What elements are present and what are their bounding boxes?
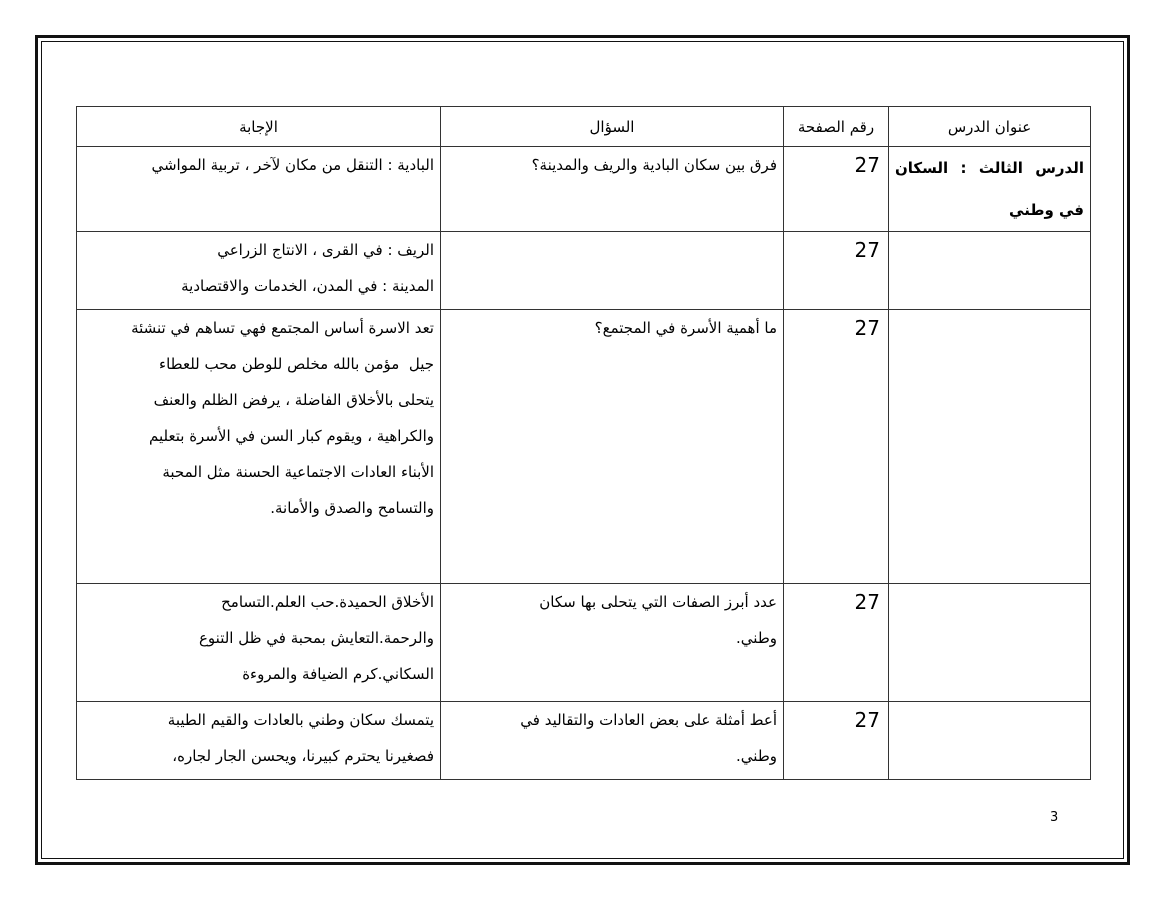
table-row	[77, 310, 1091, 584]
page-number: 27	[854, 238, 880, 262]
header-question: السؤال	[441, 107, 784, 147]
answer-cell	[77, 310, 441, 584]
page-number-cell	[784, 147, 889, 232]
question-cell	[441, 232, 784, 310]
answer-line: جيل مؤمن بالله مخلص للوطن محب للعطاء	[159, 355, 434, 373]
answer-line: والكراهية ، ويقوم كبار السن في الأسرة بتعليم	[149, 427, 434, 445]
page-footer-number: 3	[1050, 810, 1059, 825]
question-cell	[441, 584, 784, 702]
lesson-title: الدرس الثالث : السكان في وطني	[895, 159, 1084, 219]
header-page-number: رقم الصفحة	[784, 107, 889, 147]
answer-line: المدينة : في المدن، الخدمات والاقتصادية	[181, 277, 434, 295]
answer-line: يتمسك سكان وطني بالعادات والقيم الطيبة	[167, 711, 434, 729]
question-line: وطني.	[736, 629, 777, 647]
table-row	[77, 702, 1091, 780]
answer-line: الأخلاق الحميدة.حب العلم.التسامح	[221, 593, 434, 611]
page-number-cell	[784, 232, 889, 310]
question-line: أعط أمثلة على بعض العادات والتقاليد في	[520, 711, 777, 729]
header-answer: الإجابة	[77, 107, 441, 147]
lesson-title-cell	[889, 232, 1091, 310]
page-number-cell	[784, 584, 889, 702]
page-number: 27	[854, 153, 880, 177]
lesson-title-cell	[889, 584, 1091, 702]
question-line: فرق بين سكان البادية والريف والمدينة؟	[531, 156, 777, 174]
header-lesson-title: عنوان الدرس	[889, 107, 1091, 147]
header-row	[77, 107, 1091, 147]
lesson-title-cell	[889, 310, 1091, 584]
answer-line: الريف : في القرى ، الانتاج الزراعي	[217, 241, 434, 259]
answer-line: والرحمة.التعايش بمحبة في ظل التنوع	[198, 629, 434, 647]
page-number: 27	[854, 708, 880, 732]
answer-line: فصغيرنا يحترم كبيرنا، ويحسن الجار لجاره،	[172, 747, 434, 765]
question-cell	[441, 310, 784, 584]
page-number: 27	[854, 590, 880, 614]
answer-line: الأبناء العادات الاجتماعية الحسنة مثل المحبة	[162, 463, 434, 481]
lesson-title-cell	[889, 147, 1091, 232]
answer-cell	[77, 702, 441, 780]
answer-cell	[77, 584, 441, 702]
question-line: وطني.	[736, 747, 777, 765]
answer-line: البادية : التنقل من مكان لآخر ، تربية المواشي	[151, 156, 434, 174]
answer-line: السكاني.كرم الضيافة والمروءة	[242, 665, 434, 683]
question-cell	[441, 147, 784, 232]
page-number-cell	[784, 702, 889, 780]
page-number: 27	[854, 316, 880, 340]
answer-cell	[77, 232, 441, 310]
table-row	[77, 232, 1091, 310]
answer-cell	[77, 147, 441, 232]
lesson-title-cell	[889, 702, 1091, 780]
page-number-cell	[784, 310, 889, 584]
answer-line: تعد الاسرة أساس المجتمع فهي تساهم في تنشئة	[131, 319, 434, 337]
lesson-qa-table	[76, 106, 1091, 780]
table-row	[77, 584, 1091, 702]
answer-line: يتحلى بالأخلاق الفاضلة ، يرفض الظلم والعنف	[153, 391, 434, 409]
table-row	[77, 147, 1091, 232]
question-cell	[441, 702, 784, 780]
answer-line: والتسامح والصدق والأمانة.	[270, 499, 434, 517]
question-line: ما أهمية الأسرة في المجتمع؟	[594, 319, 777, 337]
question-line: عدد أبرز الصفات التي يتحلى بها سكان	[539, 593, 777, 611]
